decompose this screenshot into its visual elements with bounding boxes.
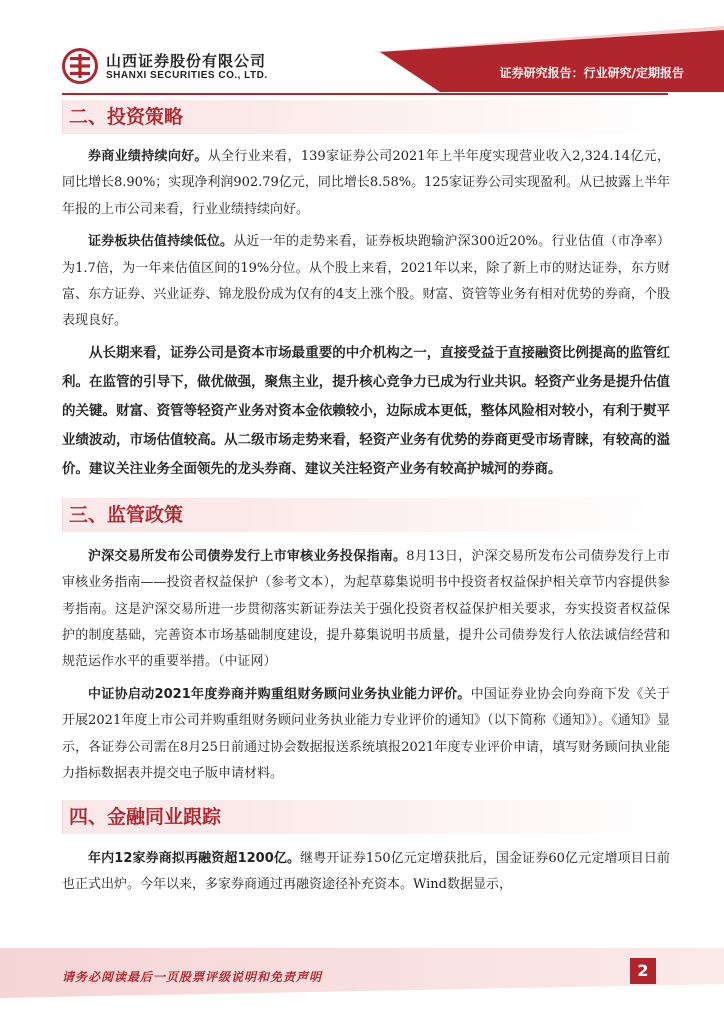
company-name-cn: 山西证券股份有限公司: [106, 52, 267, 70]
footer-disclaimer: 请务必阅读最后一页股票评级说明和免责声明: [62, 970, 323, 984]
header-red-banner: [0, 0, 724, 96]
paragraph-lead: 中证协启动2021年度券商并购重组财务顾问业务执业能力评价。: [88, 686, 471, 702]
paragraph-lead: 年内12家券商拟再融资超1200亿。: [88, 850, 301, 866]
page-header: [0, 0, 724, 96]
paragraph: [62, 229, 670, 335]
paragraph-body: 中国证券业协会向券商下发《关于开展2021年度上市公司并购重组财务顾问业务执业能力专业评价的通知》（以下简称《通知》）。《通知》显示，各证券公司需在8月25日前通过协会数据报送系统填报2021年度专业评价申请，填写财务顾问执业能力指标数据表并提交电子版申请材料。: [62, 686, 670, 782]
report-type-label: 证券研究报告：行业研究/定期报告: [499, 66, 684, 80]
section-title-regulatory-policy: 三、监管政策: [62, 498, 670, 532]
paragraph-lead: 证券板块估值持续低位。: [88, 234, 234, 250]
page-number: 2: [630, 958, 656, 984]
paragraph: [62, 544, 670, 676]
paragraph: [62, 682, 670, 788]
paragraph-body: 从近一年的走势来看，证券板块跑输沪深300近20%。行业估值（市净率）为1.7倍，为一年来估值区间的19%分位。从个股上来看，2021年以来，除了新上市的财达证券，东方财富、东方证券、兴业证券、锦龙股份成为仅有的4支上涨个股。财富、资管等业务有相对优势的券商，个股表现良好。: [62, 234, 670, 329]
paragraph-lead: 券商业绩持续向好。: [88, 149, 208, 164]
paragraph-bold: 从长期来看，证券公司是资本市场最重要的中介机构之一，直接受益于直接融资比例提高的监管红利。在监管的引导下，做优做强，聚焦主业，提升核心竞争力已成为行业共识。轻资产业务是提升估值的关键。财富、资管等轻资产业务对资本金依赖较小，边际成本更低，整体风险相对较小，有利于熨平业绩波动，市场估值较高。从二级市场走势来看，轻资产业务有优势的券商更受市场青睐，有较高的溢价。建议关注业务全面领先的龙头券商、建议关注轻资产业务有较高护城河的券商。: [62, 344, 670, 477]
paragraph-body: 继粤开证券150亿元定增获批后，国金证券60亿元定增项目日前也正式出炉。今年以来，多家券商通过再融资途径补充资本。Wind数据显示，: [62, 850, 670, 892]
section-title-investment-strategy: 二、投资策略: [62, 100, 670, 134]
paragraph-body: 从全行业来看，139家证券公司2021年上半年度实现营业收入2,324.14亿元，同比增长8.90%；实现净利润902.79亿元，同比增长8.58%。125家证券公司实现盈利。从已披露上半年年报的上市公司来看，行业业绩持续向好。: [62, 149, 670, 217]
section-title-financial-peer-tracking: 四、金融同业跟踪: [62, 800, 670, 834]
paragraph-lead: 沪深交易所发布公司债券发行上市审核业务投保指南。: [88, 548, 407, 564]
paragraph: [62, 846, 670, 899]
main-content: [62, 100, 670, 898]
footer-pink-band: [0, 948, 724, 1024]
paragraph-body: 8月13日，沪深交易所发布公司债券发行上市审核业务指南——投资者权益保护（参考文本），为起草募集说明书中投资者权益保护相关章节内容提供参考指南。这是沪深交易所进一步贯彻落实新证券法关于强化投资者权益保护相关要求，夯实投资者权益保护的制度基础，完善资本市场基础制度建设，提升募集说明书质量，提升公司债券发行人依法诚信经营和规范运作水平的重要举措。（中证网）: [62, 548, 670, 670]
page-footer: [0, 948, 724, 1024]
header-divider: [62, 93, 668, 95]
paragraph: [62, 144, 670, 223]
company-name-en: SHANXI SECURITIES CO., LTD.: [106, 70, 268, 81]
